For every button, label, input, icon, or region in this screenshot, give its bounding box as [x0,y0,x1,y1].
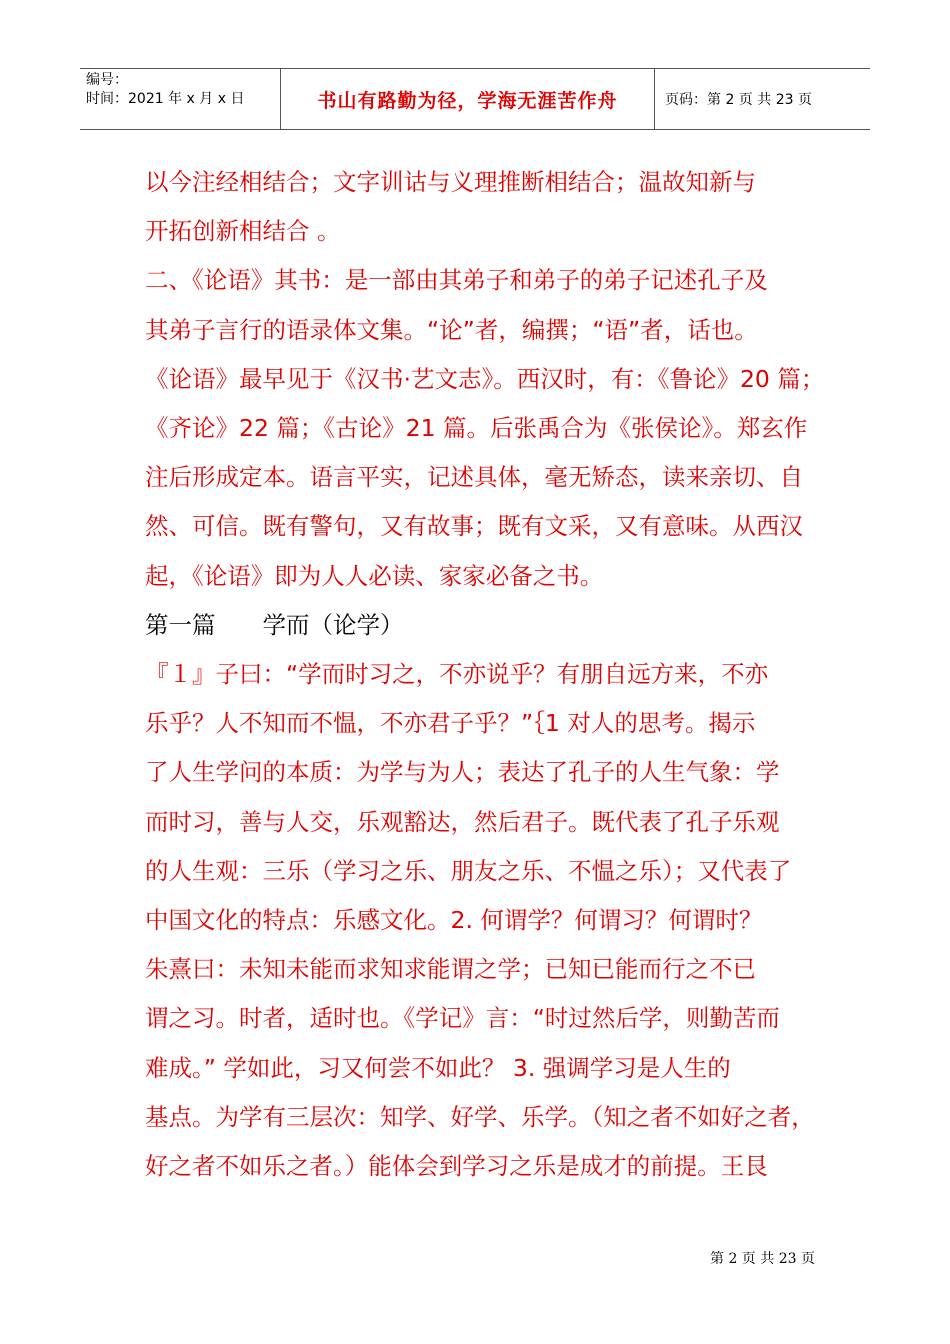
header-meta [80,69,281,129]
body-line: 乐乎？人不知而不愠，不亦君子乎？”｛1 对人的思考。揭示 [145,709,756,738]
body-line: 注后形成定本。语言平实，记述具体，毫无矫态，读来亲切、自 [145,463,803,492]
motto-text: 书山有路勤为径，学海无涯苦作舟 [317,89,618,112]
footer-page-label: 第 2 页 共 23 页 [710,1251,815,1267]
document-header [80,68,870,130]
body-line: 而时习，善与人交，乐观豁达，然后君子。既代表了孔子乐观 [145,807,780,836]
section-heading: 第一篇 学而（论学） [145,610,404,639]
body-line: 《论语》最早见于《汉书·艺文志》。西汉时，有：《鲁论》20 篇； [145,364,825,393]
body-line: 二、《论语》其书：是一部由其弟子和弟子的弟子记述孔子及 [145,266,768,295]
body-line: 了人生学问的本质：为学与为人；表达了孔子的人生气象：学 [145,758,780,787]
document-body [145,158,825,1191]
header-page-info [655,69,870,129]
body-line: 好之者不如乐之者。）能体会到学习之乐是成才的前提。王艮 [145,1152,768,1181]
header-motto [281,69,655,129]
body-line: 基点。为学有三层次：知学、好学、乐学。（知之者不如好之者， [145,1102,815,1131]
body-line: 难成。” 学如此，习又何尝不如此？ 3. 强调学习是人生的 [145,1053,731,1082]
page-label: 页码：第 2 页 共 23 页 [665,92,812,108]
body-line: 『１』子曰：“学而时习之，不亦说乎？有朋自远方来，不亦 [145,660,769,689]
body-line: 开拓创新相结合 。 [145,217,341,246]
body-line: 的人生观：三乐（学习之乐、朋友之乐、不愠之乐）；又代表了 [145,856,792,885]
body-line: 以今注经相结合；文字训诂与义理推断相结合；温故知新与 [145,168,756,196]
serial-label: 编号： [86,72,128,88]
body-line: 中国文化的特点：乐感文化。2. 何谓学？何谓习？何谓时？ [145,906,763,935]
body-line: 朱熹曰：未知未能而求知求能谓之学；已知已能而行之不已 [145,955,756,984]
body-line: 然、可信。既有警句，又有故事；既有文采，又有意味。从西汉 [145,512,803,541]
body-line: 《齐论》22 篇；《古论》21 篇。后张禹合为《张侯论》。郑玄作 [145,414,808,443]
date-label: 时间：2021 年 x 月 x 日 [86,91,245,107]
body-line: 起，《论语》即为人人必读、家家必备之书。 [145,561,604,590]
body-line: 其弟子言行的语录体文集。“论”者，编撰；“语”者，话也。 [145,315,758,344]
body-line: 谓之习。时者，适时也。《学记》言：“时过然后学，则勤苦而 [145,1004,780,1033]
page-footer [710,1248,815,1268]
